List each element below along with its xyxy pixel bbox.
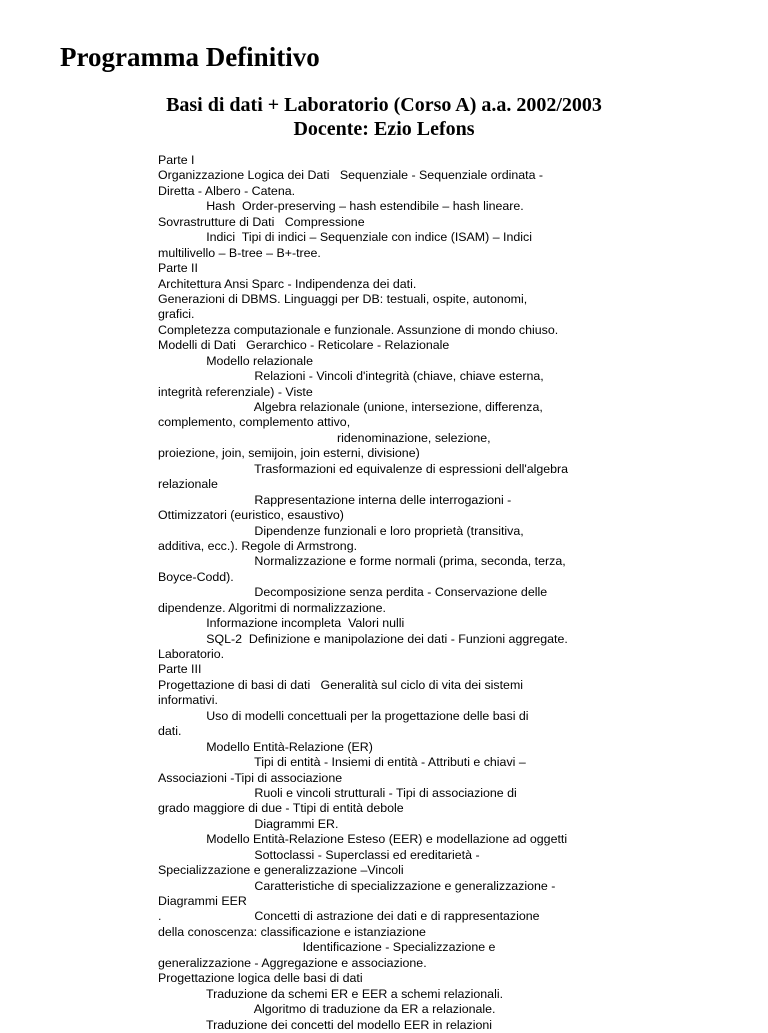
syllabus-line: Parte II (158, 261, 198, 276)
document-title: Programma Definitivo (60, 42, 320, 72)
syllabus-line: multilivello – B-tree – B+-tree. (158, 245, 321, 260)
syllabus-line: Tipi di entità - Insiemi di entità - Attributi e chiavi – (158, 755, 526, 770)
syllabus-line: Hash Order-preserving – hash estendibile – hash lineare. (158, 199, 524, 214)
syllabus-line: dati. (158, 724, 182, 739)
syllabus-line: Organizzazione Logica dei Dati Sequenziale - Sequenziale ordinata - (158, 168, 544, 183)
syllabus-line: Modello relazionale (158, 353, 313, 368)
syllabus-line: Informazione incompleta Valori nulli (158, 616, 405, 631)
syllabus-line: della conoscenza: classificazione e istanziazione (158, 924, 426, 939)
course-heading: Basi di dati + Laboratorio (Corso A) a.a. 2002/2003 (166, 94, 602, 116)
syllabus-line: Indici Tipi di indici – Sequenziale con indice (ISAM) – Indici (158, 230, 532, 245)
syllabus-line: Progettazione logica delle basi di dati (158, 971, 363, 986)
syllabus-line: Sottoclassi - Superclassi ed ereditarietà - (158, 847, 480, 862)
syllabus-line: ridenominazione, selezione, (158, 430, 491, 445)
syllabus-line: Diagrammi EER (158, 894, 247, 908)
syllabus-line: Identificazione - Specializzazione e (158, 940, 496, 955)
syllabus-line: . Concetti di astrazione dei dati e di rappresentazione (158, 909, 540, 924)
syllabus-line: relazionale (158, 477, 218, 492)
syllabus-line: Modello Entità-Relazione (ER) (158, 739, 373, 754)
syllabus-line: Parte III (158, 662, 202, 677)
syllabus-line: Algebra relazionale (unione, intersezione, differenza, (158, 400, 543, 414)
syllabus-line: Relazioni - Vincoli d'integrità (chiave, chiave esterna, (158, 369, 544, 384)
syllabus-line: Generazioni di DBMS. Linguaggi per DB: testuali, ospite, autonomi, (158, 291, 528, 306)
syllabus-line: Dipendenze funzionali e loro proprietà (transitiva, (158, 523, 524, 538)
syllabus-body (158, 153, 618, 1033)
syllabus-line: informativi. (158, 693, 218, 708)
syllabus-line: generalizzazione - Aggregazione e associazione. (158, 955, 427, 970)
syllabus-line: Progettazione di basi di dati Generalità sul ciclo di vita dei sistemi (158, 677, 524, 692)
syllabus-line: Modello Entità-Relazione Esteso (EER) e modellazione ad oggetti (158, 832, 568, 847)
syllabus-line: Traduzione da schemi ER e EER a schemi relazionali. (158, 986, 504, 1001)
syllabus-line: Sovrastrutture di Dati Compressione (158, 214, 365, 229)
syllabus-line: Ruoli e vincoli strutturali - Tipi di associazione di (158, 785, 517, 800)
syllabus-line: Specializzazione e generalizzazione –Vincoli (158, 863, 404, 878)
syllabus-line: Decomposizione senza perdita - Conservazione delle (158, 585, 548, 600)
syllabus-line: Diagrammi ER. (158, 816, 339, 831)
syllabus-line: proiezione, join, semijoin, join esterni, divisione) (158, 446, 420, 461)
syllabus-line: additiva, ecc.). Regole di Armstrong. (158, 538, 358, 553)
syllabus-line: integrità referenziale) - Viste (158, 384, 313, 399)
teacher-heading: Docente: Ezio Lefons (293, 118, 475, 140)
syllabus-line: complemento, complemento attivo, (158, 415, 351, 430)
syllabus-line: Diretta - Albero - Catena. (158, 183, 296, 198)
syllabus-line: Algoritmo di traduzione da ER a relazionale. (158, 1002, 496, 1017)
syllabus-line: Completezza computazionale e funzionale. Assunzione di mondo chiuso. (158, 322, 559, 337)
syllabus-line: SQL-2 Definizione e manipolazione dei dati - Funzioni aggregate. (158, 631, 568, 646)
syllabus-line: dipendenze. Algoritmi di normalizzazione. (158, 600, 386, 615)
syllabus-line: Parte I (158, 153, 195, 167)
syllabus-line: Caratteristiche di specializzazione e generalizzazione - (158, 878, 556, 893)
syllabus-line: Normalizzazione e forme normali (prima, seconda, terza, (158, 554, 566, 569)
syllabus-line: Traduzione dei concetti del modello EER in relazioni (158, 1017, 493, 1032)
syllabus-line: Ottimizzatori (euristico, esaustivo) (158, 508, 344, 523)
syllabus-line: Laboratorio. (158, 647, 225, 661)
syllabus-line: grado maggiore di due - Ttipi di entità debole (158, 801, 404, 816)
syllabus-line: Boyce-Codd). (158, 569, 234, 584)
syllabus-line: Architettura Ansi Sparc - Indipendenza dei dati. (158, 276, 417, 291)
syllabus-line: grafici. (158, 307, 195, 322)
syllabus-line: Rappresentazione interna delle interrogazioni - (158, 492, 512, 507)
syllabus-line: Modelli di Dati Gerarchico - Reticolare - Relazionale (158, 338, 450, 353)
syllabus-line: Associazioni -Tipi di associazione (158, 770, 343, 785)
syllabus-line: Uso di modelli concettuali per la progettazione delle basi di (158, 708, 529, 723)
syllabus-line: Trasformazioni ed equivalenze di espressioni dell'algebra (158, 461, 569, 476)
